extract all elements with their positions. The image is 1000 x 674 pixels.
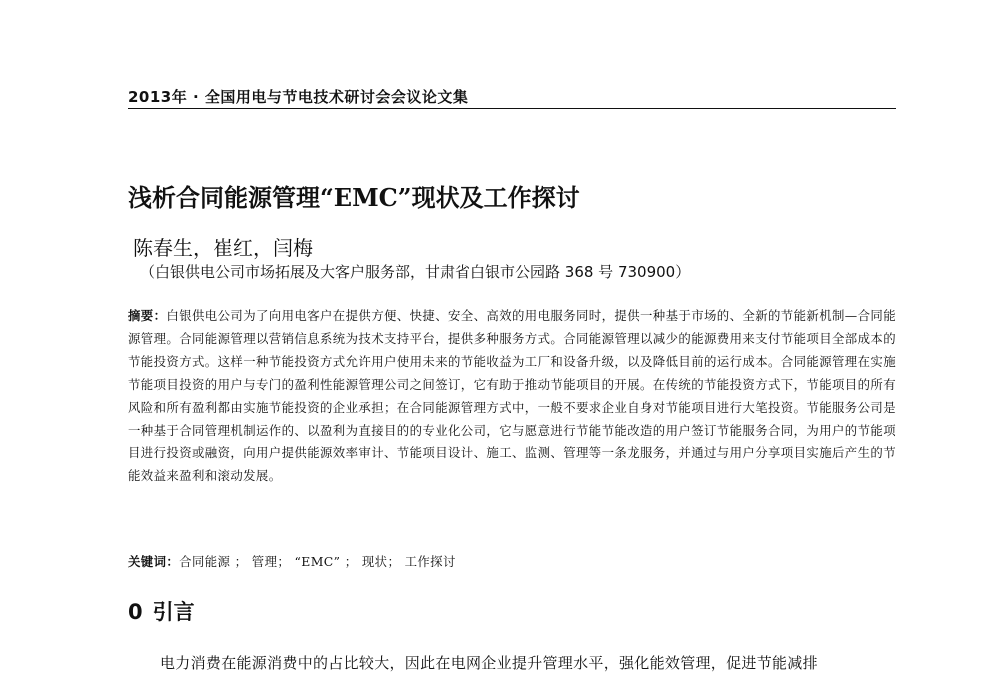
section-title: 引言 <box>152 600 195 624</box>
keywords-text: 合同能源 ； 管理； “EMC” ； 现状； 工作探讨 <box>179 554 456 569</box>
keywords-label: 关键词： <box>128 554 180 569</box>
running-header: 2013年 · 全国用电与节电技术研讨会会议论文集 <box>128 88 469 106</box>
affiliation: （白银供电公司市场拓展及大客户服务部，甘肃省白银市公园路 368 号 730900） <box>140 263 691 281</box>
abstract-label: 摘要： <box>128 308 167 323</box>
abstract <box>128 305 896 488</box>
keywords <box>128 552 456 570</box>
paper-title: 浅析合同能源管理“EMC”现状及工作探讨 <box>128 183 580 212</box>
authors: 陈春生，崔红，闫梅 <box>133 236 313 260</box>
body-text: 电力消费在能源消费中的占比较大，因此在电网企业提升管理水平，强化能效管理，促进节能减排 <box>160 654 818 672</box>
section-number: 0 <box>128 600 143 624</box>
header-rule <box>128 108 896 109</box>
abstract-text: 白银供电公司为了向用电客户在提供方便、快捷、安全、高效的用电服务同时，提供一种基于市场的、全新的节能新机制—合同能源管理。合同能源管理以营销信息系统为技术支持平台，提供多种服务方式。合同能源管理以减少的能源费用来支付节能项目全部成本的节能投资方式。这样一种节能投资方式允许用户使用未来的节能收益为工厂和设备升级，以及降低目前的运行成本。合同能源管理在实施节能项目投资的用户与专门的盈利性能源管理公司之间签订，它有助于推动节能项目的开展。在传统的节能投资方式下，节能项目的所有风险和所有盈利都由实施节能投资的企业承担；在合同能源管理方式中，一般不要求企业自身对节能项目进行大笔投资。节能服务公司是一种基于合同管理机制运作的、以盈利为直接目的的专业化公司，它与愿意进行节能节能改造的用户签订节能服务合同，为用户的节能项目进行投资或融资，向用户提供能源效率审计、节能项目设计、施工、监测、管理等一条龙服务，并通过与用户分享项目实施后产生的节能效益来盈利和滚动发展。 <box>128 308 896 484</box>
section-heading <box>128 596 195 626</box>
